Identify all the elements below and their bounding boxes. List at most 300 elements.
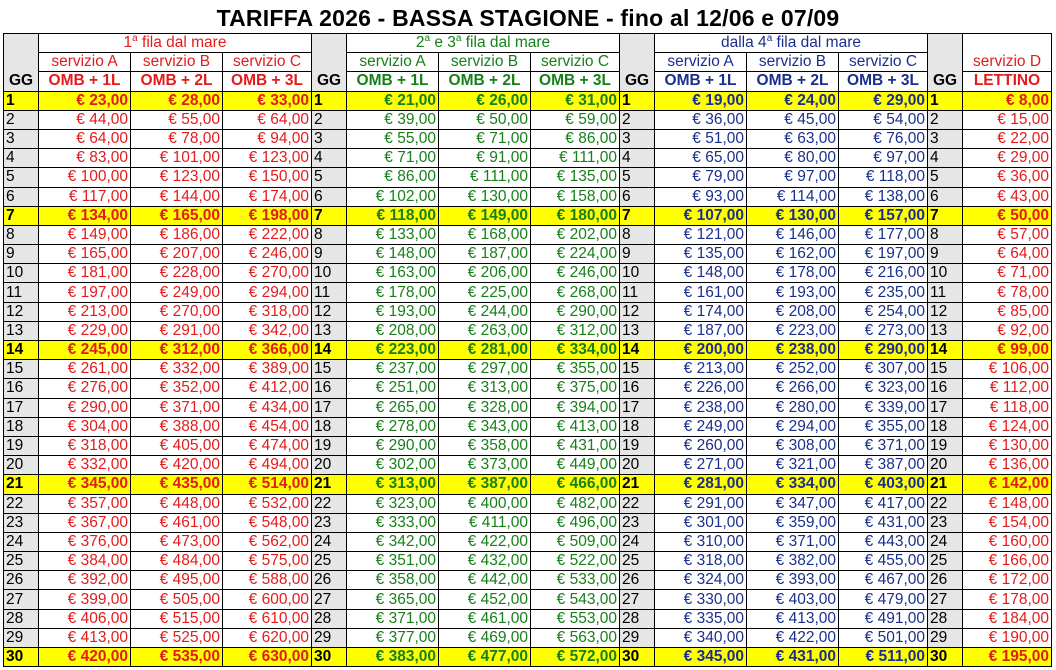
table-row xyxy=(4,379,1052,398)
day-cell: 30 xyxy=(312,648,347,667)
day-cell: 13 xyxy=(312,321,347,340)
price-cell: € 174,00 xyxy=(223,187,312,206)
price-cell: € 111,00 xyxy=(439,168,531,187)
table-row xyxy=(4,609,1052,628)
price-cell: € 375,00 xyxy=(531,379,620,398)
price-cell: € 324,00 xyxy=(655,571,747,590)
price-cell: € 588,00 xyxy=(223,571,312,590)
price-cell: € 149,00 xyxy=(439,206,531,225)
price-cell: € 197,00 xyxy=(39,283,131,302)
day-cell: 18 xyxy=(620,417,655,436)
price-cell: € 411,00 xyxy=(439,513,531,532)
price-cell: € 121,00 xyxy=(655,225,747,244)
price-cell: € 291,00 xyxy=(131,321,223,340)
day-cell: 17 xyxy=(312,398,347,417)
price-cell: € 246,00 xyxy=(223,245,312,264)
price-cell: € 333,00 xyxy=(347,513,439,532)
price-cell: € 157,00 xyxy=(839,206,928,225)
gg-spacer xyxy=(312,53,347,72)
day-cell: 1 xyxy=(4,91,39,110)
day-cell: 16 xyxy=(4,379,39,398)
price-cell: € 133,00 xyxy=(347,225,439,244)
price-cell: € 343,00 xyxy=(439,417,531,436)
day-cell: 18 xyxy=(928,417,963,436)
price-cell: € 334,00 xyxy=(531,341,620,360)
lettino-price-cell: € 71,00 xyxy=(963,264,1052,283)
service-header: servizio A xyxy=(347,53,439,72)
price-cell: € 318,00 xyxy=(223,302,312,321)
table-row xyxy=(4,91,1052,110)
price-cell: € 342,00 xyxy=(347,532,439,551)
price-cell: € 347,00 xyxy=(747,494,839,513)
price-cell: € 461,00 xyxy=(439,609,531,628)
price-cell: € 228,00 xyxy=(131,264,223,283)
day-cell: 4 xyxy=(312,149,347,168)
price-cell: € 97,00 xyxy=(839,149,928,168)
price-cell: € 225,00 xyxy=(439,283,531,302)
price-cell: € 522,00 xyxy=(531,552,620,571)
price-cell: € 431,00 xyxy=(747,648,839,667)
price-cell: € 123,00 xyxy=(223,149,312,168)
service-header: servizio B xyxy=(131,53,223,72)
price-cell: € 64,00 xyxy=(223,110,312,129)
price-cell: € 600,00 xyxy=(223,590,312,609)
gg-spacer xyxy=(620,34,655,53)
gg-spacer xyxy=(4,53,39,72)
price-cell: € 238,00 xyxy=(747,341,839,360)
price-cell: € 79,00 xyxy=(655,168,747,187)
day-cell: 29 xyxy=(312,628,347,647)
omb-header-row xyxy=(4,72,1052,91)
price-cell: € 473,00 xyxy=(131,532,223,551)
day-cell: 30 xyxy=(928,648,963,667)
day-cell: 5 xyxy=(928,168,963,187)
price-cell: € 123,00 xyxy=(131,168,223,187)
price-cell: € 224,00 xyxy=(531,245,620,264)
price-cell: € 180,00 xyxy=(531,206,620,225)
price-cell: € 23,00 xyxy=(39,91,131,110)
lettino-price-cell: € 112,00 xyxy=(963,379,1052,398)
price-cell: € 249,00 xyxy=(655,417,747,436)
price-cell: € 213,00 xyxy=(39,302,131,321)
price-cell: € 280,00 xyxy=(747,398,839,417)
day-cell: 17 xyxy=(928,398,963,417)
lettino-price-cell: € 124,00 xyxy=(963,417,1052,436)
price-cell: € 535,00 xyxy=(131,648,223,667)
price-cell: € 323,00 xyxy=(839,379,928,398)
price-cell: € 80,00 xyxy=(747,149,839,168)
day-cell: 15 xyxy=(928,360,963,379)
price-cell: € 187,00 xyxy=(655,321,747,340)
price-cell: € 45,00 xyxy=(747,110,839,129)
table-row xyxy=(4,571,1052,590)
day-cell: 11 xyxy=(312,283,347,302)
price-cell: € 420,00 xyxy=(39,648,131,667)
price-cell: € 276,00 xyxy=(39,379,131,398)
price-cell: € 97,00 xyxy=(747,168,839,187)
table-row xyxy=(4,129,1052,148)
lettino-price-cell: € 166,00 xyxy=(963,552,1052,571)
price-cell: € 163,00 xyxy=(347,264,439,283)
day-cell: 8 xyxy=(4,225,39,244)
price-cell: € 107,00 xyxy=(655,206,747,225)
service-header: servizio C xyxy=(223,53,312,72)
price-cell: € 342,00 xyxy=(223,321,312,340)
price-cell: € 148,00 xyxy=(655,264,747,283)
price-cell: € 509,00 xyxy=(531,532,620,551)
price-cell: € 355,00 xyxy=(839,417,928,436)
price-cell: € 474,00 xyxy=(223,436,312,455)
price-cell: € 54,00 xyxy=(839,110,928,129)
service-header: servizio C xyxy=(531,53,620,72)
lettino-price-cell: € 154,00 xyxy=(963,513,1052,532)
table-row xyxy=(4,552,1052,571)
price-cell: € 270,00 xyxy=(131,302,223,321)
price-cell: € 135,00 xyxy=(655,245,747,264)
price-cell: € 405,00 xyxy=(131,436,223,455)
price-cell: € 29,00 xyxy=(839,91,928,110)
price-cell: € 491,00 xyxy=(839,609,928,628)
price-cell: € 301,00 xyxy=(655,513,747,532)
price-cell: € 382,00 xyxy=(747,552,839,571)
service-d-spacer xyxy=(963,34,1052,53)
day-cell: 14 xyxy=(620,341,655,360)
price-cell: € 413,00 xyxy=(531,417,620,436)
price-cell: € 200,00 xyxy=(655,341,747,360)
lettino-price-cell: € 22,00 xyxy=(963,129,1052,148)
price-cell: € 290,00 xyxy=(347,436,439,455)
price-cell: € 307,00 xyxy=(839,360,928,379)
day-cell: 23 xyxy=(928,513,963,532)
day-cell: 7 xyxy=(620,206,655,225)
price-cell: € 330,00 xyxy=(655,590,747,609)
price-cell: € 387,00 xyxy=(439,475,531,494)
price-cell: € 216,00 xyxy=(839,264,928,283)
price-cell: € 467,00 xyxy=(839,571,928,590)
price-cell: € 367,00 xyxy=(39,513,131,532)
service-header: servizio C xyxy=(839,53,928,72)
gg-header: GG xyxy=(4,72,39,91)
price-cell: € 246,00 xyxy=(531,264,620,283)
day-cell: 21 xyxy=(312,475,347,494)
price-table xyxy=(3,33,1052,667)
day-cell: 22 xyxy=(4,494,39,513)
service-header: servizio B xyxy=(747,53,839,72)
price-cell: € 383,00 xyxy=(347,648,439,667)
price-cell: € 181,00 xyxy=(39,264,131,283)
price-cell: € 207,00 xyxy=(131,245,223,264)
table-row xyxy=(4,302,1052,321)
lettino-price-cell: € 148,00 xyxy=(963,494,1052,513)
price-cell: € 76,00 xyxy=(839,129,928,148)
lettino-price-cell: € 130,00 xyxy=(963,436,1052,455)
price-cell: € 417,00 xyxy=(839,494,928,513)
price-cell: € 266,00 xyxy=(747,379,839,398)
table-row xyxy=(4,360,1052,379)
price-cell: € 161,00 xyxy=(655,283,747,302)
price-cell: € 254,00 xyxy=(839,302,928,321)
price-cell: € 479,00 xyxy=(839,590,928,609)
day-cell: 22 xyxy=(312,494,347,513)
price-cell: € 118,00 xyxy=(839,168,928,187)
gg-spacer xyxy=(928,34,963,53)
price-cell: € 392,00 xyxy=(39,571,131,590)
lettino-price-cell: € 184,00 xyxy=(963,609,1052,628)
price-cell: € 525,00 xyxy=(131,628,223,647)
day-cell: 28 xyxy=(620,609,655,628)
price-cell: € 117,00 xyxy=(39,187,131,206)
day-cell: 20 xyxy=(312,456,347,475)
lettino-header: LETTINO xyxy=(963,72,1052,91)
day-cell: 12 xyxy=(928,302,963,321)
day-cell: 26 xyxy=(4,571,39,590)
price-cell: € 494,00 xyxy=(223,456,312,475)
price-cell: € 620,00 xyxy=(223,628,312,647)
day-cell: 28 xyxy=(4,609,39,628)
lettino-price-cell: € 99,00 xyxy=(963,341,1052,360)
day-cell: 27 xyxy=(928,590,963,609)
price-cell: € 44,00 xyxy=(39,110,131,129)
price-cell: € 403,00 xyxy=(747,590,839,609)
price-cell: € 469,00 xyxy=(439,628,531,647)
day-cell: 3 xyxy=(4,129,39,148)
omb-header: OMB + 3L xyxy=(223,72,312,91)
price-cell: € 291,00 xyxy=(655,494,747,513)
price-cell: € 610,00 xyxy=(223,609,312,628)
price-cell: € 165,00 xyxy=(39,245,131,264)
price-cell: € 373,00 xyxy=(439,456,531,475)
price-cell: € 432,00 xyxy=(439,552,531,571)
day-cell: 7 xyxy=(4,206,39,225)
price-cell: € 158,00 xyxy=(531,187,620,206)
day-cell: 8 xyxy=(620,225,655,244)
price-cell: € 434,00 xyxy=(223,398,312,417)
day-cell: 22 xyxy=(928,494,963,513)
price-cell: € 178,00 xyxy=(347,283,439,302)
price-cell: € 406,00 xyxy=(39,609,131,628)
lettino-price-cell: € 160,00 xyxy=(963,532,1052,551)
price-cell: € 223,00 xyxy=(347,341,439,360)
price-cell: € 387,00 xyxy=(839,456,928,475)
price-cell: € 357,00 xyxy=(39,494,131,513)
price-cell: € 168,00 xyxy=(439,225,531,244)
price-cell: € 101,00 xyxy=(131,149,223,168)
lettino-price-cell: € 172,00 xyxy=(963,571,1052,590)
gg-spacer xyxy=(928,53,963,72)
price-cell: € 532,00 xyxy=(223,494,312,513)
day-cell: 5 xyxy=(4,168,39,187)
price-cell: € 150,00 xyxy=(223,168,312,187)
price-cell: € 328,00 xyxy=(439,398,531,417)
price-cell: € 91,00 xyxy=(439,149,531,168)
table-row xyxy=(4,628,1052,647)
lettino-price-cell: € 118,00 xyxy=(963,398,1052,417)
day-cell: 4 xyxy=(4,149,39,168)
day-cell: 12 xyxy=(4,302,39,321)
day-cell: 23 xyxy=(4,513,39,532)
price-cell: € 59,00 xyxy=(531,110,620,129)
price-cell: € 102,00 xyxy=(347,187,439,206)
price-cell: € 290,00 xyxy=(39,398,131,417)
day-cell: 26 xyxy=(928,571,963,590)
price-cell: € 261,00 xyxy=(39,360,131,379)
gg-header: GG xyxy=(312,72,347,91)
price-cell: € 260,00 xyxy=(655,436,747,455)
price-cell: € 281,00 xyxy=(655,475,747,494)
price-cell: € 334,00 xyxy=(747,475,839,494)
lettino-price-cell: € 15,00 xyxy=(963,110,1052,129)
lettino-price-cell: € 142,00 xyxy=(963,475,1052,494)
day-cell: 11 xyxy=(620,283,655,302)
price-cell: € 268,00 xyxy=(531,283,620,302)
price-cell: € 399,00 xyxy=(39,590,131,609)
price-cell: € 78,00 xyxy=(131,129,223,148)
price-cell: € 340,00 xyxy=(655,628,747,647)
price-cell: € 318,00 xyxy=(655,552,747,571)
price-cell: € 86,00 xyxy=(347,168,439,187)
day-cell: 24 xyxy=(312,532,347,551)
table-row xyxy=(4,206,1052,225)
day-cell: 6 xyxy=(312,187,347,206)
price-cell: € 422,00 xyxy=(439,532,531,551)
table-row xyxy=(4,225,1052,244)
price-cell: € 26,00 xyxy=(439,91,531,110)
lettino-price-cell: € 136,00 xyxy=(963,456,1052,475)
omb-header: OMB + 3L xyxy=(531,72,620,91)
table-row xyxy=(4,494,1052,513)
group-header-row xyxy=(4,34,1052,53)
day-cell: 23 xyxy=(312,513,347,532)
price-cell: € 65,00 xyxy=(655,149,747,168)
price-cell: € 294,00 xyxy=(223,283,312,302)
price-cell: € 310,00 xyxy=(655,532,747,551)
price-cell: € 443,00 xyxy=(839,532,928,551)
price-cell: € 245,00 xyxy=(39,341,131,360)
table-row xyxy=(4,398,1052,417)
lettino-price-cell: € 29,00 xyxy=(963,149,1052,168)
day-cell: 7 xyxy=(312,206,347,225)
day-cell: 25 xyxy=(928,552,963,571)
day-cell: 6 xyxy=(620,187,655,206)
group-header-3: dalla 4$^a$ fila dal mare xyxy=(655,34,928,53)
price-cell: € 562,00 xyxy=(223,532,312,551)
omb-header: OMB + 3L xyxy=(839,72,928,91)
price-cell: € 278,00 xyxy=(347,417,439,436)
price-cell: € 355,00 xyxy=(531,360,620,379)
omb-header: OMB + 1L xyxy=(347,72,439,91)
day-cell: 21 xyxy=(928,475,963,494)
price-cell: € 83,00 xyxy=(39,149,131,168)
price-cell: € 484,00 xyxy=(131,552,223,571)
price-cell: € 365,00 xyxy=(347,590,439,609)
day-cell: 14 xyxy=(4,341,39,360)
group-header-1: 1$^a$ fila dal mare xyxy=(39,34,312,53)
day-cell: 12 xyxy=(312,302,347,321)
price-cell: € 371,00 xyxy=(747,532,839,551)
service-header: servizio B xyxy=(439,53,531,72)
price-cell: € 197,00 xyxy=(839,245,928,264)
omb-header: OMB + 2L xyxy=(439,72,531,91)
day-cell: 24 xyxy=(928,532,963,551)
price-cell: € 332,00 xyxy=(39,456,131,475)
service-header: servizio A xyxy=(655,53,747,72)
day-cell: 14 xyxy=(928,341,963,360)
price-cell: € 86,00 xyxy=(531,129,620,148)
day-cell: 28 xyxy=(928,609,963,628)
day-cell: 17 xyxy=(620,398,655,417)
day-cell: 15 xyxy=(620,360,655,379)
day-cell: 25 xyxy=(312,552,347,571)
price-cell: € 297,00 xyxy=(439,360,531,379)
price-cell: € 431,00 xyxy=(839,513,928,532)
day-cell: 16 xyxy=(620,379,655,398)
price-cell: € 312,00 xyxy=(131,341,223,360)
day-cell: 13 xyxy=(928,321,963,340)
price-cell: € 229,00 xyxy=(39,321,131,340)
gg-spacer xyxy=(4,34,39,53)
price-cell: € 55,00 xyxy=(347,129,439,148)
table-row xyxy=(4,341,1052,360)
day-cell: 10 xyxy=(928,264,963,283)
price-cell: € 64,00 xyxy=(39,129,131,148)
price-cell: € 358,00 xyxy=(347,571,439,590)
day-cell: 2 xyxy=(620,110,655,129)
price-cell: € 376,00 xyxy=(39,532,131,551)
lettino-price-cell: € 78,00 xyxy=(963,283,1052,302)
price-cell: € 321,00 xyxy=(747,456,839,475)
price-cell: € 505,00 xyxy=(131,590,223,609)
omb-header: OMB + 2L xyxy=(747,72,839,91)
price-cell: € 19,00 xyxy=(655,91,747,110)
day-cell: 4 xyxy=(928,149,963,168)
price-cell: € 371,00 xyxy=(131,398,223,417)
day-cell: 30 xyxy=(620,648,655,667)
day-cell: 10 xyxy=(4,264,39,283)
lettino-price-cell: € 36,00 xyxy=(963,168,1052,187)
day-cell: 11 xyxy=(928,283,963,302)
price-cell: € 332,00 xyxy=(131,360,223,379)
price-cell: € 389,00 xyxy=(223,360,312,379)
price-cell: € 135,00 xyxy=(531,168,620,187)
day-cell: 13 xyxy=(620,321,655,340)
price-cell: € 442,00 xyxy=(439,571,531,590)
day-cell: 15 xyxy=(312,360,347,379)
price-cell: € 270,00 xyxy=(223,264,312,283)
price-cell: € 384,00 xyxy=(39,552,131,571)
day-cell: 25 xyxy=(4,552,39,571)
day-cell: 9 xyxy=(312,245,347,264)
day-cell: 14 xyxy=(312,341,347,360)
price-cell: € 477,00 xyxy=(439,648,531,667)
day-cell: 6 xyxy=(4,187,39,206)
table-row xyxy=(4,245,1052,264)
price-cell: € 543,00 xyxy=(531,590,620,609)
price-cell: € 501,00 xyxy=(839,628,928,647)
service-header: servizio A xyxy=(39,53,131,72)
price-cell: € 312,00 xyxy=(531,321,620,340)
day-cell: 18 xyxy=(4,417,39,436)
price-cell: € 249,00 xyxy=(131,283,223,302)
price-cell: € 400,00 xyxy=(439,494,531,513)
price-cell: € 449,00 xyxy=(531,456,620,475)
day-cell: 20 xyxy=(928,456,963,475)
price-cell: € 271,00 xyxy=(655,456,747,475)
price-cell: € 290,00 xyxy=(839,341,928,360)
price-cell: € 165,00 xyxy=(131,206,223,225)
omb-header: OMB + 1L xyxy=(39,72,131,91)
day-cell: 20 xyxy=(4,456,39,475)
price-cell: € 393,00 xyxy=(747,571,839,590)
